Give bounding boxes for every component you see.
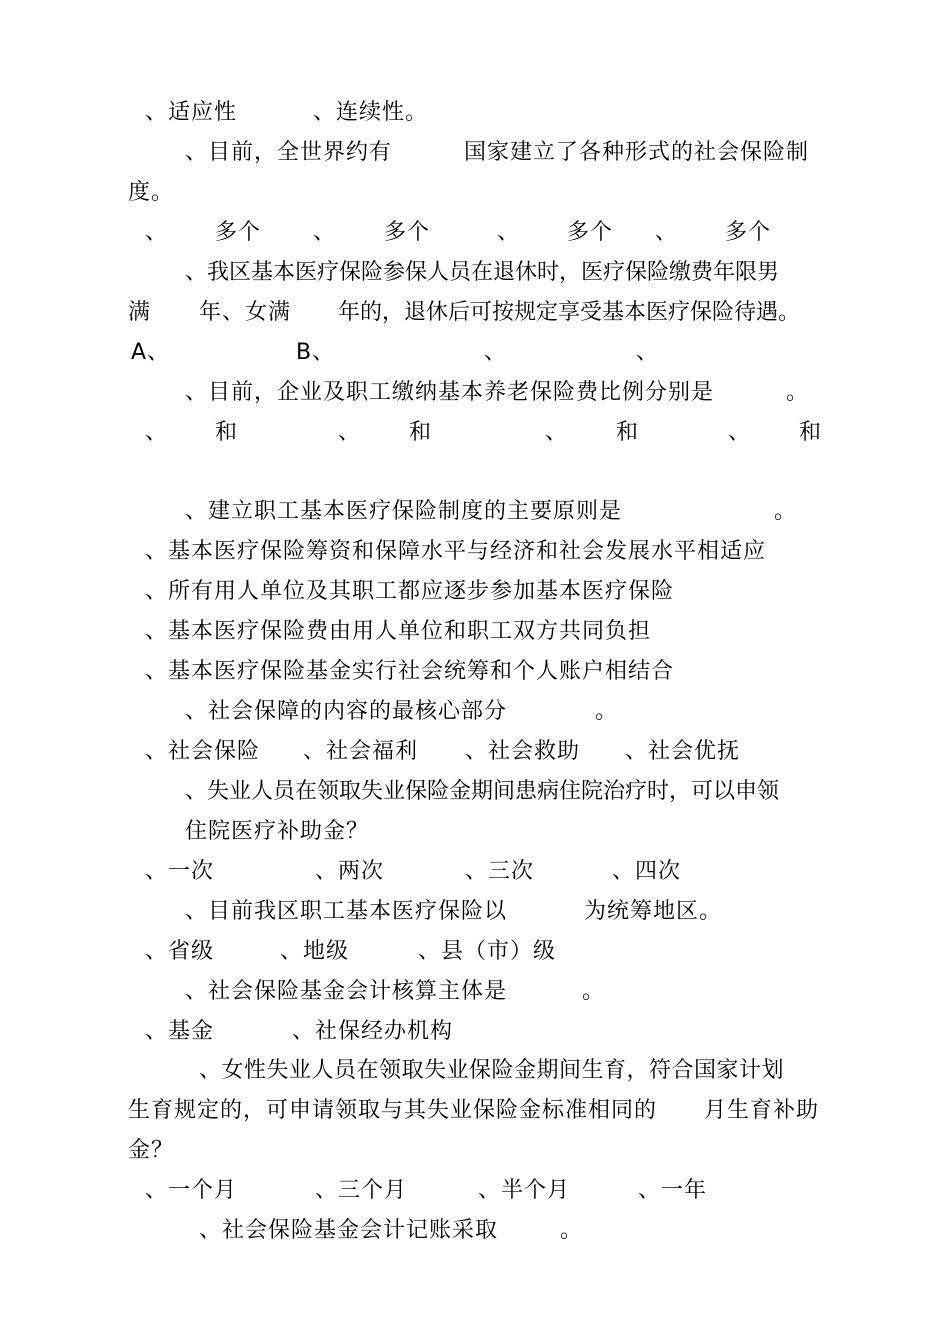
option-text: 和 xyxy=(215,420,239,445)
question-text: 月生育补助 xyxy=(704,1098,820,1123)
question-text: 、我区基本医疗保险参保人员在退休时，医疗保险缴费年限男 xyxy=(185,260,780,285)
option-text: 多个 xyxy=(384,220,431,245)
option-text: 多个 xyxy=(725,220,772,245)
option-text: 、社会福利 xyxy=(303,739,419,764)
option-marker: 、 xyxy=(636,340,660,365)
option-marker: 、 xyxy=(145,420,169,445)
option-text: 、社保经办机构 xyxy=(292,1019,454,1044)
question-text: 、社会保险基金会计核算主体是 xyxy=(185,979,508,1004)
question-text: 。 xyxy=(560,1218,584,1243)
option-marker: 、 xyxy=(338,420,362,445)
question-text: 度。 xyxy=(128,180,175,205)
question-text: 国家建立了各种形式的社会保险制 xyxy=(464,140,810,165)
question-text: 。 xyxy=(582,979,606,1004)
question-text: 生育规定的，可申请领取与其失业保险金标准相同的 xyxy=(128,1098,658,1123)
question-text: 、社会保障的内容的最核心部分 xyxy=(185,699,508,724)
option-text: 、基本医疗保险基金实行社会统筹和个人账户相结合 xyxy=(145,659,675,684)
option-text: 、三次 xyxy=(465,859,535,884)
option-text: 、基本医疗保险筹资和保障水平与经济和社会发展水平相适应 xyxy=(145,539,767,564)
option-text: 、基金 xyxy=(145,1019,215,1044)
option-marker: 、 xyxy=(313,220,337,245)
question-text: 。 xyxy=(786,380,810,405)
option-marker: 、 xyxy=(545,420,569,445)
option-text: 多个 xyxy=(215,220,262,245)
text-fragment: 、适应性 xyxy=(145,100,238,125)
option-text: 、半个月 xyxy=(478,1178,571,1203)
question-text: 年的，退休后可按规定享受基本医疗保险待遇。 xyxy=(338,300,801,325)
option-marker: 、 xyxy=(484,340,508,365)
question-text: 为统筹地区。 xyxy=(584,899,723,924)
option-text: 、省级 xyxy=(145,939,215,964)
question-text: 满 xyxy=(128,300,152,325)
option-text: 、县（市）级 xyxy=(418,939,557,964)
option-text: 、一年 xyxy=(638,1178,708,1203)
option-marker: B、 xyxy=(296,340,336,365)
option-text: 、社会保险 xyxy=(145,739,261,764)
option-text: 、一个月 xyxy=(145,1178,238,1203)
option-text: 、社会优抚 xyxy=(625,739,741,764)
option-text: 、四次 xyxy=(612,859,682,884)
question-text: 、社会保险基金会计记账采取 xyxy=(199,1218,499,1243)
option-text: 和 xyxy=(409,420,433,445)
question-text: 、目前我区职工基本医疗保险以 xyxy=(185,899,508,924)
question-text: 住院医疗补助金？ xyxy=(185,819,370,844)
question-text: 年、女满 xyxy=(199,300,292,325)
option-marker: 、 xyxy=(145,220,169,245)
question-text: 、建立职工基本医疗保险制度的主要原则是 xyxy=(185,499,623,524)
question-text: 。 xyxy=(595,699,619,724)
option-text: 多个 xyxy=(567,220,614,245)
option-text: 、一次 xyxy=(145,859,215,884)
text-fragment: 、连续性。 xyxy=(313,100,429,125)
option-marker: A、 xyxy=(131,340,171,365)
question-text: 、目前，全世界约有 xyxy=(185,140,393,165)
option-marker: 、 xyxy=(655,220,679,245)
option-marker: 、 xyxy=(497,220,521,245)
option-text: 和 xyxy=(799,420,823,445)
question-text: 、失业人员在领取失业保险金期间患病住院治疗时，可以申领 xyxy=(185,779,780,804)
option-text: 和 xyxy=(616,420,640,445)
question-text: 、目前，企业及职工缴纳基本养老保险费比例分别是 xyxy=(185,380,715,405)
option-text: 、基本医疗保险费由用人单位和职工双方共同负担 xyxy=(145,619,652,644)
question-text: 金？ xyxy=(128,1138,175,1163)
question-text: 、女性失业人员在领取失业保险金期间生育，符合国家计划 xyxy=(199,1058,785,1083)
option-text: 、三个月 xyxy=(315,1178,408,1203)
question-text: 。 xyxy=(774,499,798,524)
option-text: 、所有用人单位及其职工都应逐步参加基本医疗保险 xyxy=(145,579,675,604)
option-text: 、两次 xyxy=(315,859,385,884)
option-text: 、社会救助 xyxy=(465,739,581,764)
option-text: 、地级 xyxy=(280,939,350,964)
option-marker: 、 xyxy=(728,420,752,445)
